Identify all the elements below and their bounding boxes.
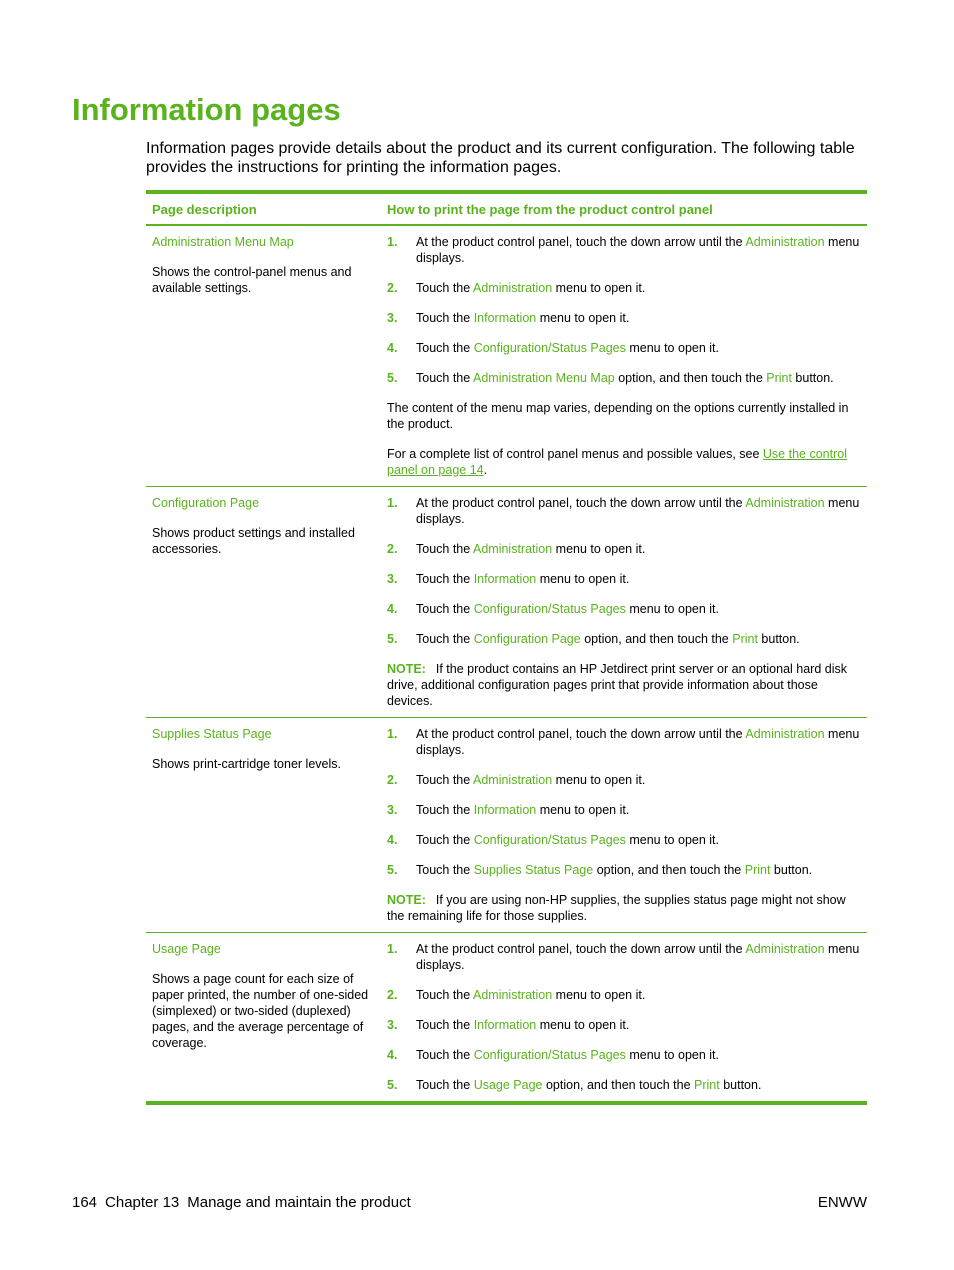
table-row <box>146 487 867 718</box>
intro-paragraph: Information pages provide details about the product and its current configuration. The following table provides the instructions for printing the information pages. <box>146 140 855 176</box>
instructions-cell <box>380 718 867 932</box>
step-item: 2. Touch the Administration menu to open it. <box>387 281 646 295</box>
step-item: 2. Touch the Administration menu to open it. <box>387 988 646 1002</box>
step-item: 3. Touch the Information menu to open it. <box>387 1018 630 1032</box>
page-description: Shows print-cartridge toner levels. <box>152 757 341 771</box>
table-row <box>146 226 867 487</box>
page-description-cell <box>146 718 380 932</box>
page-description-cell <box>146 487 380 717</box>
footer-locale-code: ENWW <box>817 1194 867 1211</box>
menu-map-note: The content of the menu map varies, depending on the options currently installed in the product. <box>387 401 849 431</box>
note-label: NOTE: <box>387 662 426 676</box>
page-description-cell <box>146 226 380 486</box>
page-footer <box>72 1194 419 1211</box>
info-pages-table <box>146 190 867 1105</box>
note-label: NOTE: <box>387 893 426 907</box>
step-item: 5. Touch the Configuration Page option, and then touch the Print button. <box>387 632 800 646</box>
step-item: 5. Touch the Administration Menu Map option, and then touch the Print button. <box>387 371 834 385</box>
step-item: 3. Touch the Information menu to open it. <box>387 803 630 817</box>
steps-list <box>387 234 861 386</box>
note-paragraph: NOTE: If you are using non-HP supplies, the supplies status page might not show the remaining life for those supplies. <box>387 893 846 923</box>
instructions-cell <box>380 933 867 1101</box>
step-item: 5. Touch the Supplies Status Page option, and then touch the Print button. <box>387 863 813 877</box>
use-control-panel-link[interactable]: Use the control panel on page 14 <box>387 447 847 477</box>
step-item: 3. Touch the Information menu to open it. <box>387 572 630 586</box>
page-description: Shows the control-panel menus and available settings. <box>152 265 352 295</box>
instructions-cell <box>380 487 867 717</box>
step-item: 4. Touch the Configuration/Status Pages menu to open it. <box>387 1048 719 1062</box>
step-item: 4. Touch the Configuration/Status Pages menu to open it. <box>387 341 719 355</box>
step-item: 1. At the product control panel, touch the down arrow until the Administration menu displays. <box>387 496 860 526</box>
step-item: 2. Touch the Administration menu to open it. <box>387 773 646 787</box>
header-page-description: Page description <box>152 201 257 217</box>
page-number: 164 <box>72 1194 98 1211</box>
chapter-title: Manage and maintain the product <box>187 1194 411 1211</box>
page-name: Supplies Status Page <box>152 727 272 741</box>
instructions-cell <box>380 226 867 486</box>
step-item: 3. Touch the Information menu to open it. <box>387 311 630 325</box>
step-item: 2. Touch the Administration menu to open it. <box>387 542 646 556</box>
steps-list <box>387 495 861 647</box>
page-title: Information pages <box>72 92 341 127</box>
step-item: 1. At the product control panel, touch the down arrow until the Administration menu displays. <box>387 727 860 757</box>
table-row <box>146 718 867 933</box>
note-paragraph: NOTE: If the product contains an HP Jetdirect print server or an optional hard disk drive, additional configuration pages print that provide information about those devices. <box>387 662 847 708</box>
table-header <box>146 194 867 226</box>
page-name: Configuration Page <box>152 496 260 510</box>
header-how-to-print: How to print the page from the product control panel <box>387 201 713 217</box>
table-row <box>146 933 867 1101</box>
chapter-label: Chapter 13 <box>105 1194 180 1211</box>
step-item: 1. At the product control panel, touch the down arrow until the Administration menu displays. <box>387 235 860 265</box>
step-item: 5. Touch the Usage Page option, and then touch the Print button. <box>387 1078 762 1092</box>
page-name: Usage Page <box>152 942 221 956</box>
page-description-cell <box>146 933 380 1101</box>
page-description: Shows product settings and installed accessories. <box>152 526 355 556</box>
step-item: 4. Touch the Configuration/Status Pages menu to open it. <box>387 833 719 847</box>
page-description: Shows a page count for each size of paper printed, the number of one-sided (simplexed) or two-sided (duplexed) pages, and the average percentage of coverage. <box>152 972 369 1050</box>
steps-list <box>387 941 861 1093</box>
see-also-paragraph: For a complete list of control panel menus and possible values, see Use the control panel on page 14. <box>387 447 847 477</box>
step-item: 4. Touch the Configuration/Status Pages menu to open it. <box>387 602 719 616</box>
steps-list <box>387 726 861 878</box>
step-item: 1. At the product control panel, touch the down arrow until the Administration menu displays. <box>387 942 860 972</box>
page-name: Administration Menu Map <box>152 235 294 249</box>
